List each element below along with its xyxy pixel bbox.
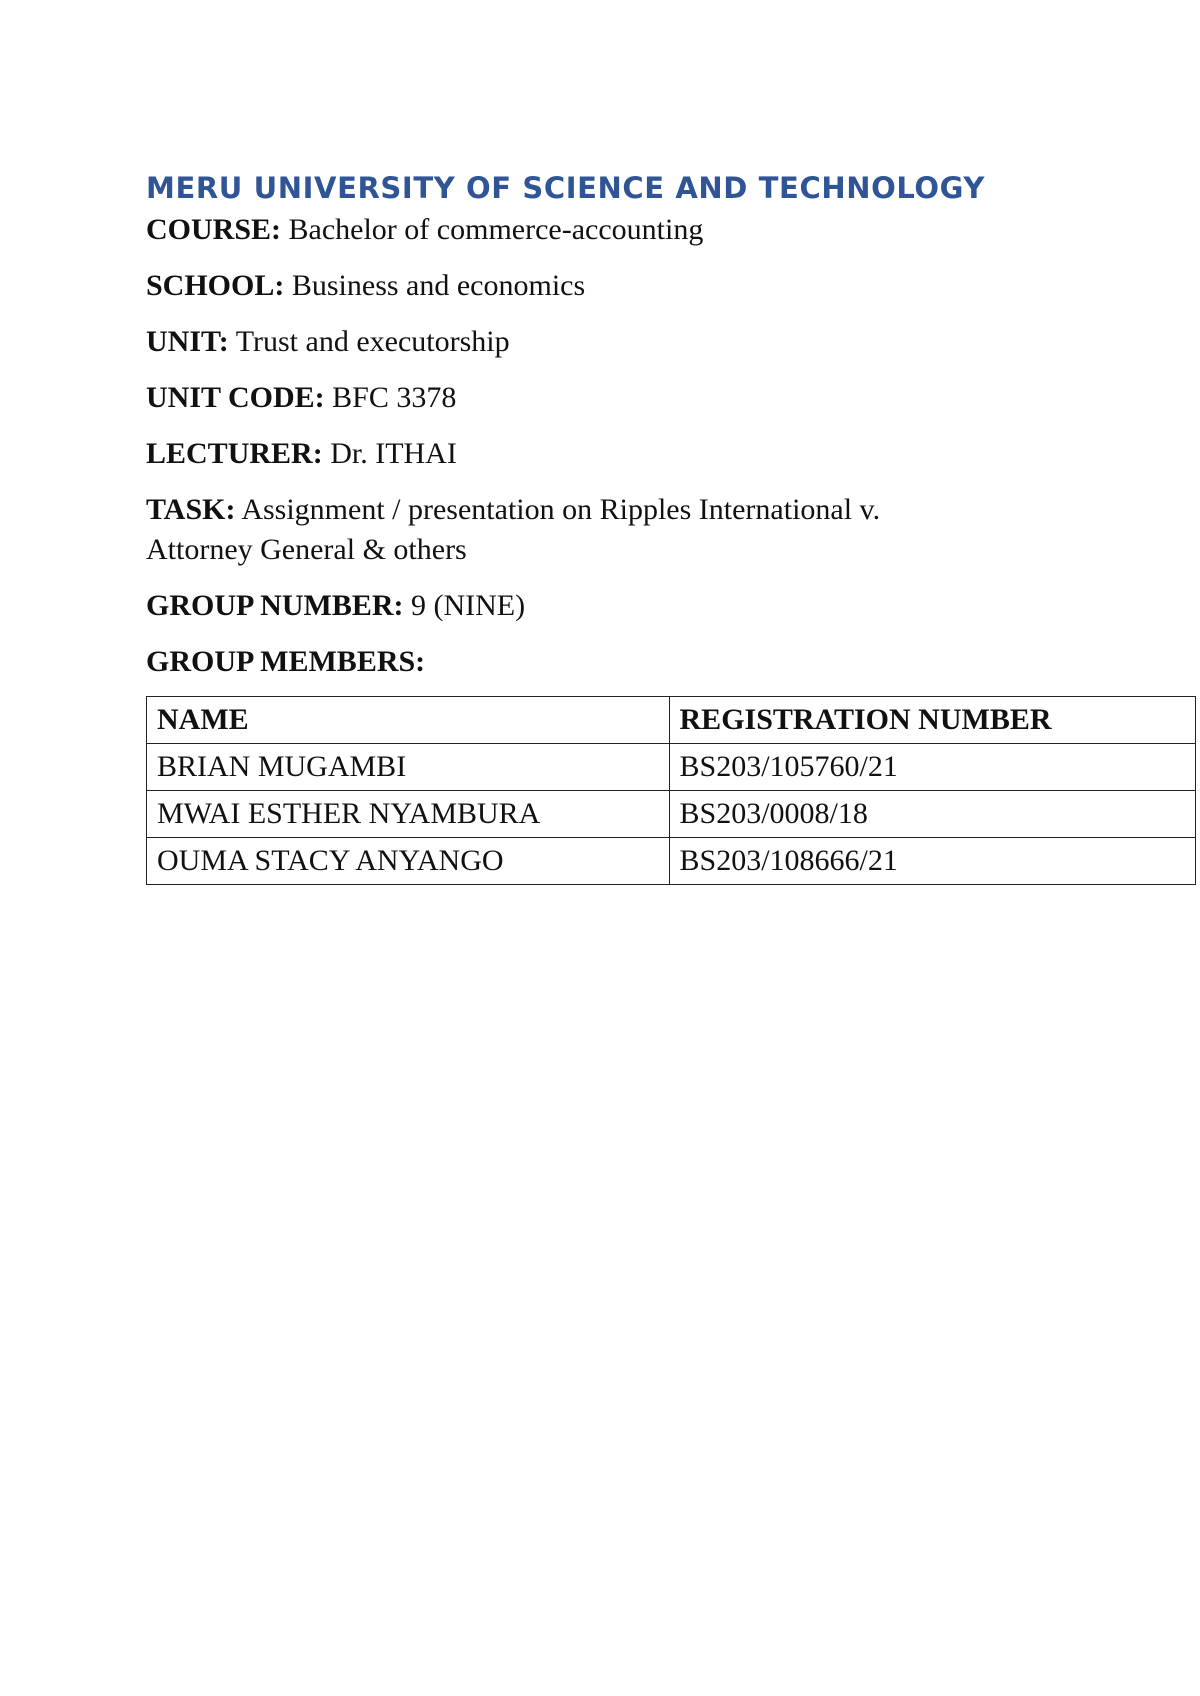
- table-row: [147, 838, 1196, 885]
- group-number-label: GROUP NUMBER:: [146, 589, 404, 622]
- school-field: [146, 266, 1196, 306]
- unit-label: UNIT:: [146, 325, 229, 358]
- group-members-label: GROUP MEMBERS:: [146, 645, 426, 678]
- course-value: Bachelor of commerce-accounting: [288, 213, 704, 246]
- member-registration: BS203/0008/18: [669, 791, 1195, 838]
- table-row: [147, 791, 1196, 838]
- group-members-field: [146, 642, 1196, 682]
- task-label: TASK:: [146, 493, 236, 526]
- document-page: [146, 168, 1196, 885]
- lecturer-label: LECTURER:: [146, 437, 323, 470]
- unit-code-field: [146, 378, 1196, 418]
- member-name: BRIAN MUGAMBI: [147, 744, 670, 791]
- school-value: Business and economics: [291, 269, 586, 302]
- member-registration: BS203/108666/21: [669, 838, 1195, 885]
- table-row: [147, 744, 1196, 791]
- unit-code-label: UNIT CODE:: [146, 381, 325, 414]
- unit-value: Trust and executorship: [235, 325, 510, 358]
- member-registration: BS203/105760/21: [669, 744, 1195, 791]
- table-header-name: NAME: [147, 697, 670, 744]
- group-members-table: [146, 696, 1196, 885]
- group-number-field: [146, 586, 1196, 626]
- task-value-line1: Assignment / presentation on Ripples International v.: [241, 493, 881, 526]
- member-name: OUMA STACY ANYANGO: [147, 838, 670, 885]
- course-field: [146, 210, 1196, 250]
- group-number-value: 9 (NINE): [411, 589, 526, 622]
- course-label: COURSE:: [146, 213, 282, 246]
- school-label: SCHOOL:: [146, 269, 285, 302]
- lecturer-field: [146, 434, 1196, 474]
- table-header-registration: REGISTRATION NUMBER: [669, 697, 1195, 744]
- task-value-line2: Attorney General & others: [146, 533, 467, 566]
- university-title: MERU UNIVERSITY OF SCIENCE AND TECHNOLOGY: [146, 171, 985, 205]
- table-header-row: [147, 697, 1196, 744]
- unit-field: [146, 322, 1196, 362]
- unit-code-value: BFC 3378: [332, 381, 457, 414]
- member-name: MWAI ESTHER NYAMBURA: [147, 791, 670, 838]
- task-field: [146, 490, 1196, 570]
- lecturer-value: Dr. ITHAI: [330, 437, 457, 470]
